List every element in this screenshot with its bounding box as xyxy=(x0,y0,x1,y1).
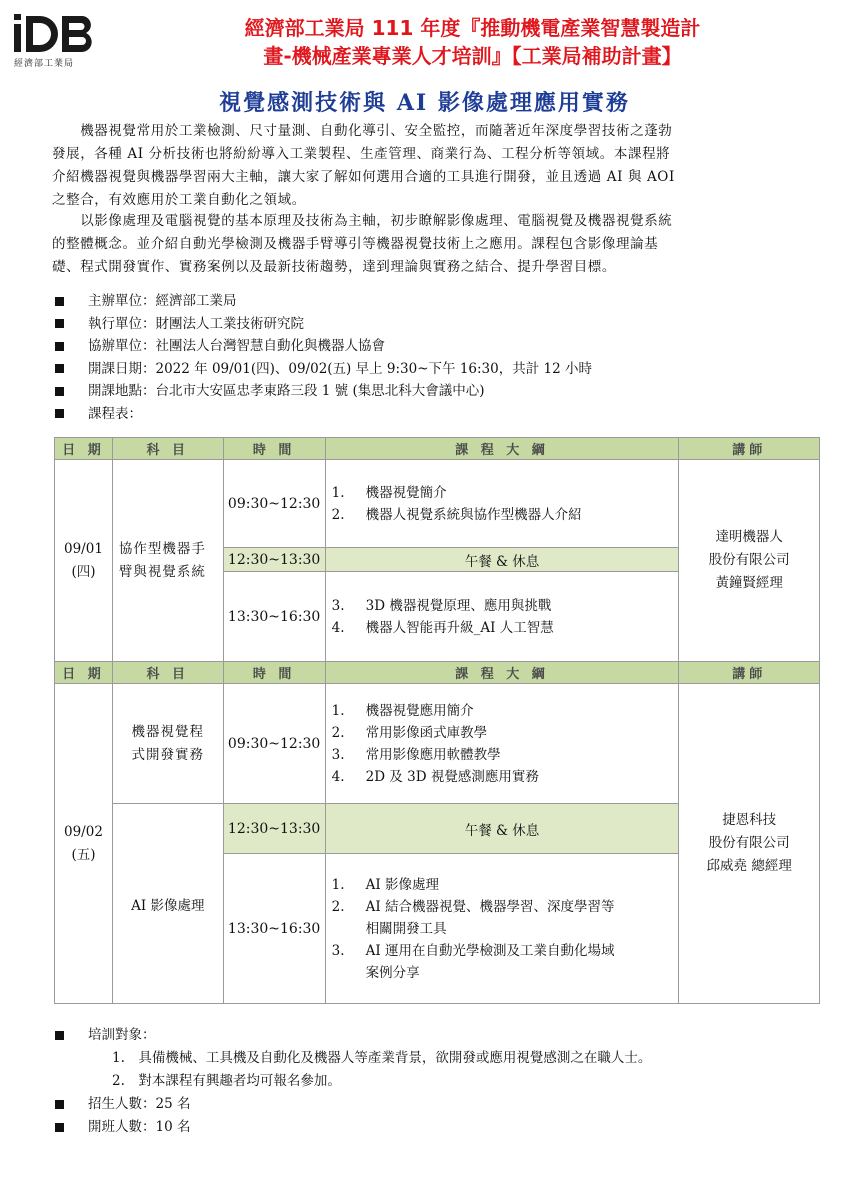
table-row xyxy=(55,460,820,548)
header-lecturer: 講師 xyxy=(679,662,820,684)
day2-morning-outline xyxy=(325,684,679,804)
day2-afternoon-time: 13:30~16:30 xyxy=(223,854,325,1004)
day1-lunch-time: 12:30~13:30 xyxy=(223,548,325,572)
target-item: 1. 具備機械、工具機及自動化及機器人等產業背景，欲開發或應用視覺感測之在職人士。 xyxy=(112,1050,652,1066)
intro-line: 以影像處理及電腦視覺的基本原理及技術為主軸，初步瞭解影像處理、電腦視覺及機器視覺系統 xyxy=(52,213,673,229)
day1-lecturer: 達明機器人 股份有限公司 黃鐘賢經理 xyxy=(679,460,820,662)
day1-lunch-label: 午餐 & 休息 xyxy=(325,548,679,572)
info-executor: 執行單位：財團法人工業技術研究院 xyxy=(55,313,592,336)
target-item: 2. 對本課程有興趣者均可報名參加。 xyxy=(112,1073,341,1089)
info-co-organizer: 協辦單位：社團法人台灣智慧自動化與機器人協會 xyxy=(55,335,592,358)
course-title: 視覺感測技術與 AI 影像處理應用實務 xyxy=(219,90,630,116)
list-item-continuation: 案例分享 xyxy=(365,964,420,981)
day1-morning-time: 09:30~12:30 xyxy=(223,460,325,548)
list-item: 2. 機器人視覺系統與協作型機器人介紹 xyxy=(331,506,582,523)
square-bullet-icon xyxy=(55,409,64,418)
day2-subject-afternoon: AI 影像處理 xyxy=(112,804,223,1004)
list-item: 2. AI 結合機器視覺、機器學習、深度學習等 xyxy=(331,898,615,915)
day2-lunch-time: 12:30~13:30 xyxy=(223,804,325,854)
list-item: 1. 機器視覺應用簡介 xyxy=(331,702,474,719)
info-venue: 開課地點：台北市大安區忠孝東路三段 1 號 (集思北科大會議中心) xyxy=(55,380,592,403)
intro-line: 機器視覺常用於工業檢測、尺寸量測、自動化導引、安全監控，而隨著近年深度學習技術之蓬勃 xyxy=(52,123,673,139)
header-subject: 科 目 xyxy=(112,438,223,460)
day2-lecturer: 捷恩科技 股份有限公司 邱威堯 總經理 xyxy=(679,684,820,1004)
intro-line: 發展，各種 AI 分析技術也將紛紛導入工業製程、生產管理、商業行為、工程分析等領域。本課程將 xyxy=(52,146,671,162)
header-time: 時 間 xyxy=(223,438,325,460)
day1-subject: 協作型機器手臂與視覺系統 xyxy=(112,460,223,662)
square-bullet-icon xyxy=(55,387,64,396)
header-subject: 科 目 xyxy=(112,662,223,684)
day2-afternoon-outline xyxy=(325,854,679,1004)
table-header-row xyxy=(55,662,820,684)
intro-paragraph-2 xyxy=(52,210,804,279)
day1-morning-outline xyxy=(325,460,679,548)
header-outline: 課 程 大 綱 xyxy=(325,662,679,684)
program-title-line-1: 經濟部工業局 111 年度『推動機電產業智慧製造計 xyxy=(244,16,701,40)
program-title-line-2: 畫-機械產業專業人才培訓』【工業局補助計畫】 xyxy=(263,44,682,68)
minimum-class-size: 開班人數：10 名 xyxy=(55,1116,651,1139)
list-item: 1. 機器視覺簡介 xyxy=(331,484,447,501)
intro-line: 介紹機器視覺與機器學習兩大主軸，讓大家了解如何選用合適的工具進行開發，並且透過 AI 與 AOI xyxy=(52,169,675,185)
header-date: 日 期 xyxy=(55,662,113,684)
program-title xyxy=(100,14,845,70)
day2-morning-time: 09:30~12:30 xyxy=(223,684,325,804)
square-bullet-icon xyxy=(55,1031,64,1040)
idb-logo-mark xyxy=(12,12,98,54)
square-bullet-icon xyxy=(55,1100,64,1109)
square-bullet-icon xyxy=(55,319,64,328)
list-item: 4. 2D 及 3D 視覺感測應用實務 xyxy=(331,768,539,785)
day1-afternoon-time: 13:30~16:30 xyxy=(223,572,325,662)
square-bullet-icon xyxy=(55,297,64,306)
list-item: 1. AI 影像處理 xyxy=(331,876,439,893)
info-dates: 開課日期：2022 年 09/01(四)、09/02(五) 早上 9:30~下午 16:30，共計 12 小時 xyxy=(55,358,592,381)
training-target: 培訓對象： xyxy=(55,1024,651,1047)
day2-subject-morning: 機器視覺程式開發實務 xyxy=(112,684,223,804)
list-item: 4. 機器人智能再升級_AI 人工智慧 xyxy=(331,619,554,636)
table-row xyxy=(55,684,820,804)
header-outline: 課 程 大 綱 xyxy=(325,438,679,460)
footer-info xyxy=(55,1024,651,1139)
list-item: 2. 常用影像函式庫教學 xyxy=(331,724,488,741)
header-time: 時 間 xyxy=(223,662,325,684)
course-info-list xyxy=(55,290,592,425)
list-item: 3. 3D 機器視覺原理、應用與挑戰 xyxy=(331,597,552,614)
logo-caption: 經濟部工業局 xyxy=(14,59,75,69)
header-lecturer: 講師 xyxy=(679,438,820,460)
day1-date: 09/01 (四) xyxy=(55,460,113,662)
intro-line: 礎、程式開發實作、實務案例以及最新技術趨勢，達到理論與實務之結合、提升學習目標。 xyxy=(52,259,616,275)
square-bullet-icon xyxy=(55,364,64,373)
square-bullet-icon xyxy=(55,1123,64,1132)
intro-line: 的整體概念。並介紹自動光學檢測及機器手臂導引等機器視覺技術上之應用。課程包含影像理論基 xyxy=(52,236,659,252)
idb-logo xyxy=(12,12,102,70)
list-item-continuation: 相關開發工具 xyxy=(365,920,447,937)
enrollment-count: 招生人數：25 名 xyxy=(55,1093,651,1116)
info-schedule-label: 課程表： xyxy=(55,403,592,426)
list-item: 3. AI 運用在自動光學檢測及工業自動化場域 xyxy=(331,942,615,959)
info-organizer: 主辦單位：經濟部工業局 xyxy=(55,290,592,313)
day2-lunch-label: 午餐 & 休息 xyxy=(325,804,679,854)
day2-date: 09/02 (五) xyxy=(55,684,113,1004)
day1-afternoon-outline xyxy=(325,572,679,662)
schedule-table xyxy=(54,437,820,1004)
table-header-row xyxy=(55,438,820,460)
list-item: 3. 常用影像應用軟體教學 xyxy=(331,746,501,763)
intro-paragraph-1 xyxy=(52,120,804,212)
intro-line: 之整合，有效應用於工業自動化之領域。 xyxy=(52,192,306,208)
square-bullet-icon xyxy=(55,342,64,351)
header-date: 日 期 xyxy=(55,438,113,460)
